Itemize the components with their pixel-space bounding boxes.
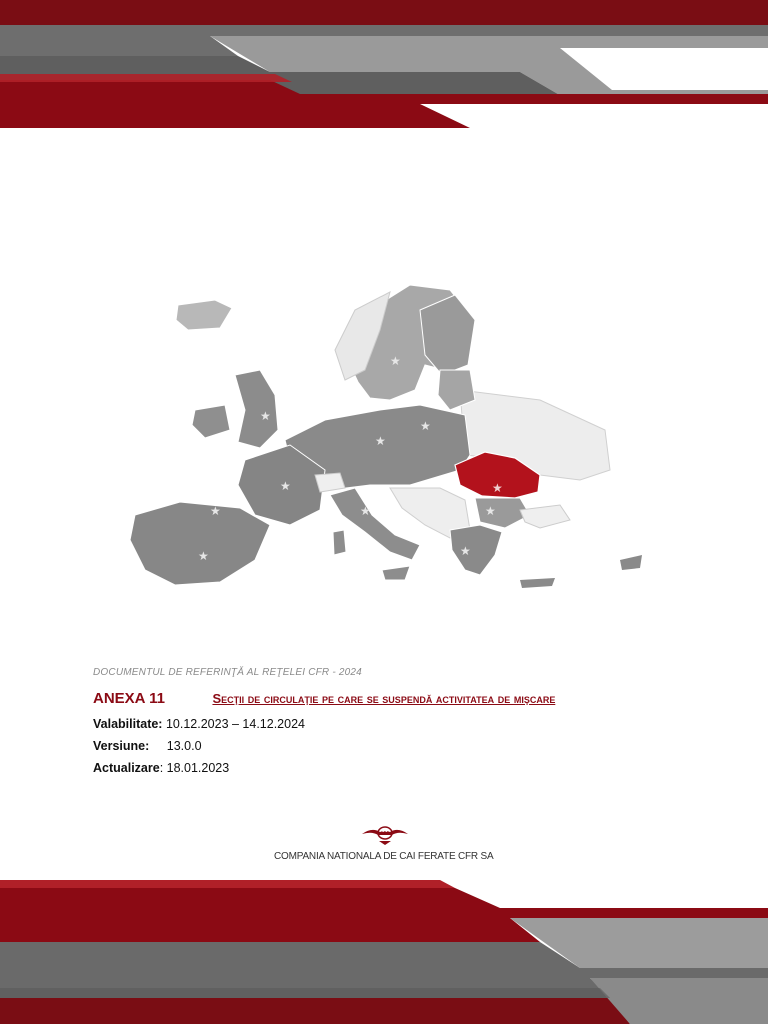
top-decorative-band <box>0 0 768 135</box>
star-icon: ★ <box>198 549 209 563</box>
star-icon: ★ <box>420 419 431 433</box>
validity-row <box>93 717 305 731</box>
star-icon: ★ <box>280 479 291 493</box>
europe-map <box>120 270 660 610</box>
document-reference-line: DOCUMENTUL DE REFERINŢĂ AL REŢELEI CFR - 2024 <box>93 667 362 678</box>
update-value: : 18.01.2023 <box>159 761 230 775</box>
switzerland-shape <box>315 473 345 492</box>
version-label: Versiune: <box>93 739 150 753</box>
iceland-shape <box>176 300 232 330</box>
turkey-shape <box>520 505 570 528</box>
star-icon: ★ <box>360 504 371 518</box>
annex-header <box>93 690 555 708</box>
ireland-shape <box>192 405 230 438</box>
company-name: COMPANIA NATIONALA DE CAI FERATE CFR SA <box>274 851 494 862</box>
star-icon: ★ <box>460 544 471 558</box>
star-icon: ★ <box>260 409 271 423</box>
greece-shape <box>450 525 502 575</box>
annex-title: Secţii de circulaţie pe care se suspendă activitatea de mişcare <box>212 691 556 706</box>
update-label: Actualizare <box>93 761 160 775</box>
iberia-shape <box>130 502 270 585</box>
star-icon: ★ <box>375 434 386 448</box>
cfr-logo-icon <box>362 823 408 845</box>
bottom-decorative-band <box>0 880 768 1024</box>
crete-shape <box>520 578 555 588</box>
version-value: 13.0.0 <box>166 739 202 753</box>
validity-value: 10.12.2023 – 14.12.2024 <box>165 717 305 731</box>
star-icon: ★ <box>485 504 496 518</box>
sardinia-shape <box>333 530 346 555</box>
star-icon: ★ <box>492 481 503 495</box>
star-icon: ★ <box>390 354 401 368</box>
sicily-shape <box>382 566 410 580</box>
update-row <box>93 761 229 775</box>
version-row <box>93 739 202 753</box>
star-icon: ★ <box>210 504 221 518</box>
uk-shape <box>235 370 278 448</box>
annex-number: ANEXA 11 <box>93 690 165 707</box>
logo-text: CFR <box>380 831 390 837</box>
cyprus-shape <box>620 555 642 570</box>
validity-label: Valabilitate: <box>93 717 163 731</box>
